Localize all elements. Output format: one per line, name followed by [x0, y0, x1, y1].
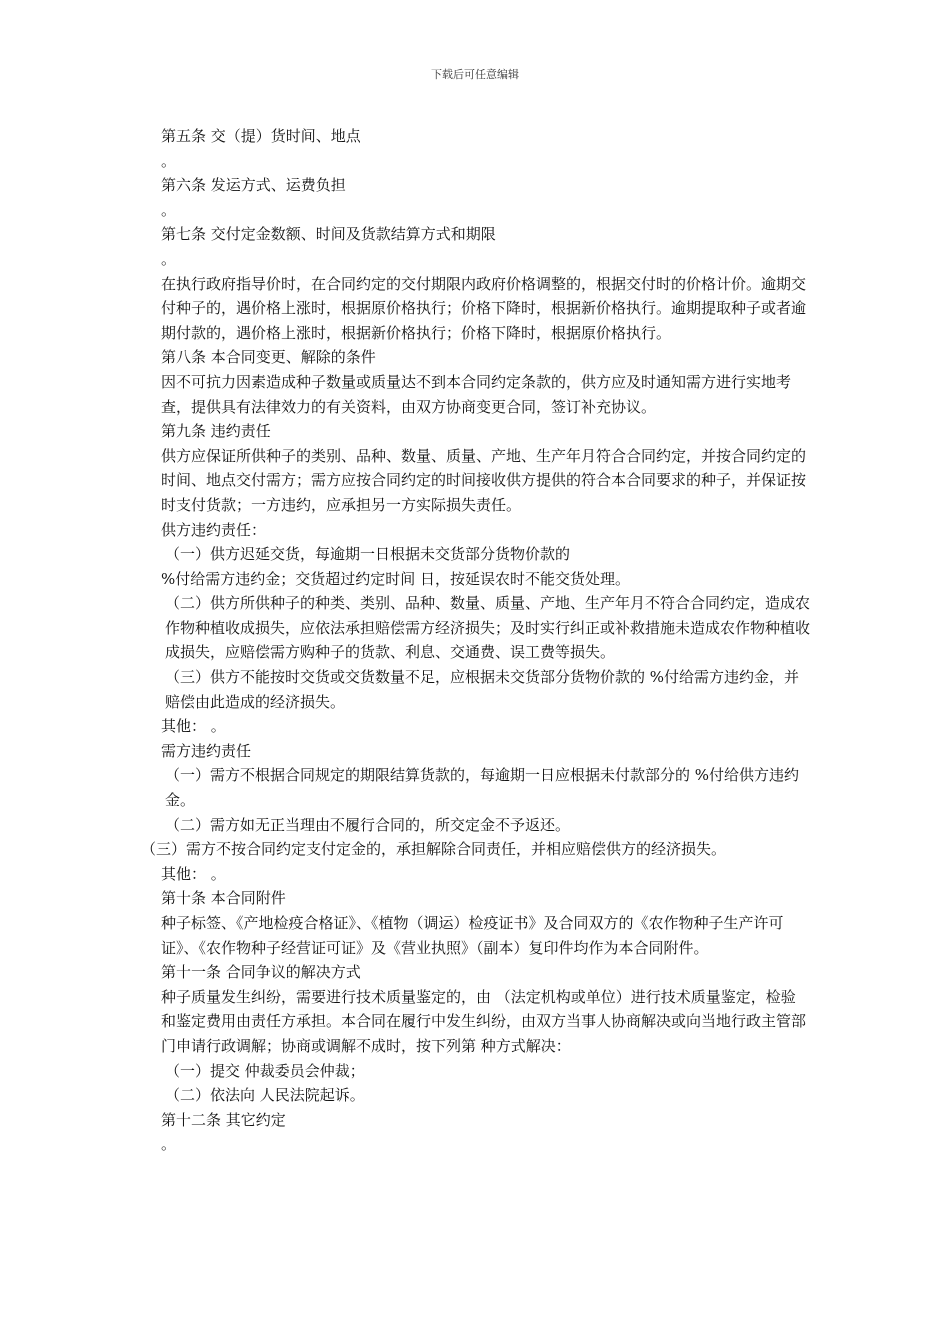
paragraph: （一）需方不根据合同规定的期限结算货款的，每逾期一日应根据未付款部分的 %付给供方违约金。	[165, 766, 800, 810]
paragraph: （三）需方不按合同约定支付定金的，承担解除合同责任，并相应赔偿供方的经济损失。	[141, 840, 727, 859]
article-heading: 第七条 交付定金数额、时间及货款结算方式和期限	[161, 225, 496, 244]
paragraph: （一）提交 仲裁委员会仲裁；	[165, 1061, 365, 1080]
paragraph: （三）供方不能按时交货或交货数量不足，应根据未交货部分货物价款的 %付给需方违约金，并赔偿由此造成的经济损失。	[165, 668, 800, 711]
paragraph: 因不可抗力因素造成种子数量或质量达不到本合同约定条款的，供方应及时通知需方进行实地考查，提供具有法律效力的有关资料，由双方协商变更合同，签订补充协议。	[161, 372, 792, 416]
article-heading: 第十二条 其它约定	[161, 1110, 286, 1129]
paragraph: 供方应保证所供种子的类别、品种、数量、质量、产地、生产年月符合合同约定，并按合同约定的时间、地点交付需方；需方应按合同约定的时间接收供方提供的符合本合同要求的种子，并保证按时支付货款；一方违约，应承担另一方实际损失责任。	[161, 446, 807, 514]
paragraph: 。	[161, 1135, 177, 1154]
paragraph: （二）依法向 人民法院起诉。	[165, 1086, 365, 1105]
paragraph: 。	[161, 200, 177, 219]
article-heading: 第十条 本合同附件	[161, 889, 286, 908]
paragraph: %付给需方违约金；交货超过约定时间 日，按延误农时不能交货处理。	[161, 569, 631, 588]
page-header: 下载后可任意编辑	[431, 68, 519, 81]
article-heading: 第八条 本合同变更、解除的条件	[161, 348, 376, 367]
article-heading: 第十一条 合同争议的解决方式	[161, 963, 361, 982]
paragraph: 其他： 。	[161, 864, 226, 883]
paragraph: 种子标签、《产地检疫合格证》、《植物（调运）检疫证书》及合同双方的《农作物种子生产许可证》、《农作物种子经营证可证》及《营业执照》（副本）复印件均作为本合同附件。	[161, 914, 784, 957]
paragraph: 供方违约责任：	[161, 520, 267, 539]
paragraph: 需方违约责任	[161, 741, 252, 760]
article-heading: 第九条 违约责任	[161, 422, 271, 441]
paragraph: 。	[161, 151, 177, 170]
document-body	[141, 124, 811, 1157]
paragraph: 。	[161, 249, 177, 268]
paragraph: （一）供方迟延交货，每逾期一日根据未交货部分货物价款的	[165, 545, 571, 564]
paragraph: 其他： 。	[161, 717, 226, 736]
paragraph: （二）供方所供种子的种类、类别、品种、数量、质量、产地、生产年月不符合合同约定，造成农作物种植收成损失，应依法承担赔偿需方经济损失；及时实行纠正或补救措施未造成农作物种植收成损失，应赔偿需方购种子的货款、利息、交通费、误工费等损失。	[165, 594, 811, 662]
paragraph: 种子质量发生纠纷，需要进行技术质量鉴定的，由 （法定机构或单位）进行技术质量鉴定，检验和鉴定费用由责任方承担。本合同在履行中发生纠纷，由双方当事人协商解决或向当地行政主管部门申请行政调解；协商或调解不成时，按下列第 种方式解决：	[161, 987, 807, 1055]
paragraph: 在执行政府指导价时，在合同约定的交付期限内政府价格调整的，根据交付时的价格计价。逾期交付种子的，遇价格上涨时，根据原价格执行；价格下降时，根据新价格执行。逾期提取种子或者逾期付款的，遇价格上涨时，根据新价格执行；价格下降时，根据原价格执行。	[161, 274, 807, 342]
paragraph: （二）需方如无正当理由不履行合同的，所交定金不予返还。	[165, 815, 571, 834]
article-heading: 第六条 发运方式、运费负担	[161, 176, 346, 195]
article-heading: 第五条 交（提）货时间、地点	[161, 127, 361, 145]
